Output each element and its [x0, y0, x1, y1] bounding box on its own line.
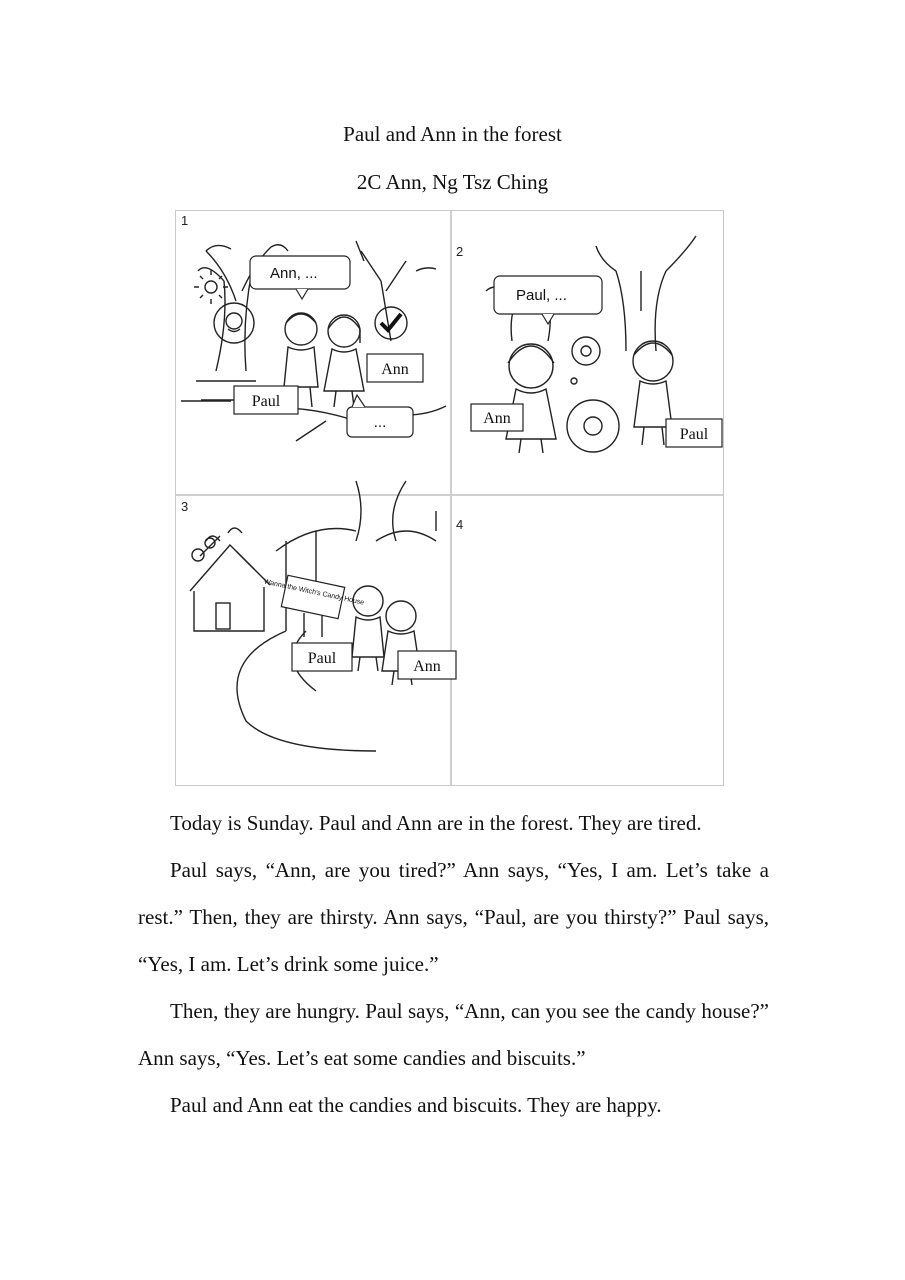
girl-drawing — [324, 315, 364, 407]
label-ann-text: Ann — [381, 361, 409, 378]
author-line: 2C Ann, Ng Tsz Ching — [356, 170, 549, 194]
label-ann — [471, 404, 523, 431]
comic-strip — [175, 210, 724, 786]
label-paul-text: Paul — [251, 393, 281, 410]
panel-2-scene — [471, 236, 722, 453]
panel-3-scene — [190, 481, 456, 751]
story-text — [138, 800, 769, 1129]
story-paragraph-4: Paul and Ann eat the candies and biscuits. They are happy. — [170, 1093, 662, 1117]
story-paragraph-2: Paul says, “Ann, are you tired?” Ann says, “Yes, I am. Let’s take a rest.” Then, they are thirsty. Ann says, “Paul, are you thirsty?” Paul says, “Yes, I am. Let’s drink some juice.” — [138, 858, 769, 976]
label-ann — [367, 354, 423, 382]
page-title: Paul and Ann in the forest — [343, 122, 562, 146]
label-ann — [398, 651, 456, 679]
bear-thought-bubble — [567, 337, 619, 452]
tree-drawing — [356, 241, 436, 341]
panel-1-scene — [181, 241, 446, 441]
label-paul-text: Paul — [679, 426, 709, 443]
label-paul — [292, 643, 352, 671]
panel-number-2: 2 — [456, 244, 464, 259]
speech-bubble-1-text: Ann, ... — [270, 265, 318, 282]
sign-text: Wanna the Witch's Candy House — [263, 578, 365, 607]
comic-illustrations — [176, 211, 725, 787]
panel-number-4: 4 — [456, 517, 464, 532]
label-paul — [201, 386, 298, 414]
speech-bubble-2-text: ... — [373, 414, 387, 431]
label-ann-text: Ann — [483, 410, 511, 427]
check-icon — [375, 307, 407, 339]
label-paul-text: Paul — [307, 650, 337, 667]
sun-drawing — [194, 270, 228, 304]
candy-house-drawing — [190, 528, 270, 631]
panel-number-1: 1 — [181, 213, 189, 228]
speech-bubble-3 — [494, 276, 602, 324]
sign-drawing — [263, 575, 365, 637]
girl-drawing — [506, 344, 556, 453]
story-paragraph-3: Then, they are hungry. Paul says, “Ann, can you see the candy house?” Ann says, “Yes. Let’s eat some candies and biscuits.” — [138, 999, 769, 1070]
label-paul — [666, 419, 722, 447]
story-paragraph-1: Today is Sunday. Paul and Ann are in the forest. They are tired. — [170, 811, 702, 835]
speech-bubble-1 — [250, 256, 350, 299]
panel-number-3: 3 — [181, 499, 189, 514]
speech-bubble-2 — [347, 395, 413, 437]
speech-bubble-3-text: Paul, ... — [516, 287, 567, 304]
label-ann-text: Ann — [413, 658, 441, 675]
